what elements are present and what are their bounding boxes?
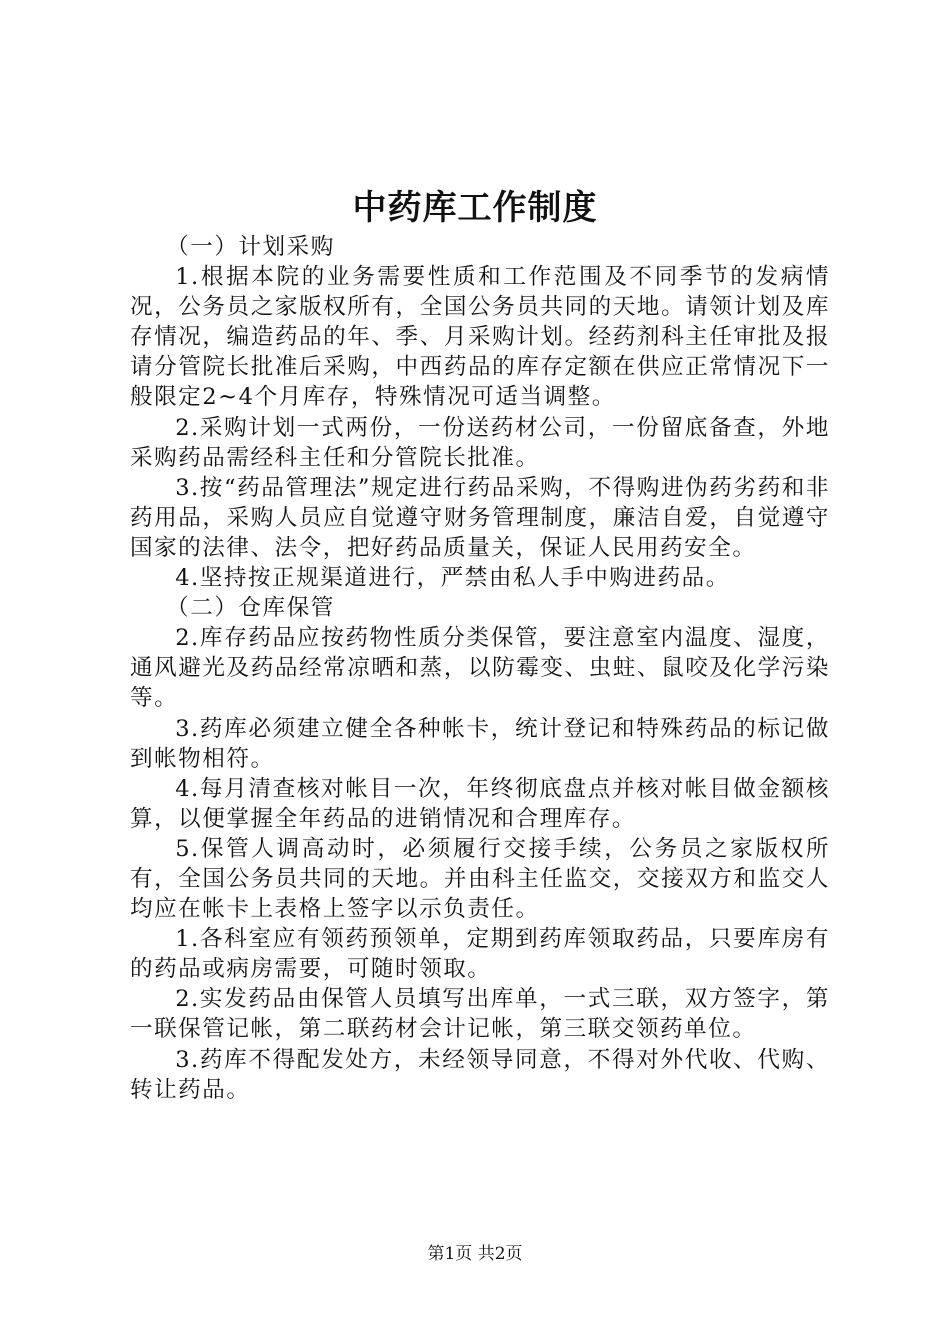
paragraph: 2.实发药品由保管人员填写出库单，一式三联，双方签字，第一联保管记帐，第二联药材会计记帐，第三联交领药单位。 xyxy=(130,986,830,1043)
paragraph: 1.各科室应有领药预领单，定期到药库领取药品，只要库房有的药品或病房需要，可随时领取。 xyxy=(130,926,830,983)
paragraph: 1.根据本院的业务需要性质和工作范围及不同季节的发病情况，公务员之家版权所有，全国公务员共同的天地。请领计划及库存情况，编造药品的年、季、月采购计划。经药剂科主任审批及报请分管院长批准后采购，中西药品的库存定额在供应正常情况下一般限定2~4个月库存，特殊情况可适当调整。 xyxy=(130,264,830,411)
section-heading: （一）计划采购 xyxy=(166,234,335,260)
paragraph: 5.保管人调高动时，必须履行交接手续，公务员之家版权所有，全国公务员共同的天地。并由科主任监交，交接双方和监交人均应在帐卡上表格上签字以示负责任。 xyxy=(130,835,830,923)
paragraph: 4.坚持按正规渠道进行，严禁由私人手中购进药品。 xyxy=(175,565,730,592)
page-footer: 第1页 共2页 xyxy=(427,1244,523,1264)
document-title: 中药库工作制度 xyxy=(352,188,598,228)
paragraph: 2.采购计划一式两份，一份送药材公司，一份留底备查，外地采购药品需经科主任和分管院长批准。 xyxy=(130,414,830,471)
paragraph: 3.按“药品管理法”规定进行药品采购，不得购进伪药劣药和非药用品，采购人员应自觉遵守财务管理制度，廉洁自爱，自觉遵守国家的法律、法令，把好药品质量关，保证人民用药安全。 xyxy=(130,474,830,561)
paragraph: 3.药库必须建立健全各种帐卡，统计登记和特殊药品的标记做到帐物相符。 xyxy=(130,715,830,772)
paragraph: 4.每月清查核对帐目一次，年终彻底盘点并核对帐目做金额核算，以便掌握全年药品的进销情况和合理库存。 xyxy=(130,775,830,832)
document-body xyxy=(130,232,830,1105)
section-heading: （二）仓库保管 xyxy=(166,595,335,622)
paragraph: 2.库存药品应按药物性质分类保管，要注意室内温度、湿度，通风避光及药品经常凉晒和蒸，以防霉变、虫蛀、鼠咬及化学污染等。 xyxy=(130,625,830,712)
paragraph: 3.药库不得配发处方，未经领导同意，不得对外代收、代购、转让药品。 xyxy=(130,1046,830,1103)
